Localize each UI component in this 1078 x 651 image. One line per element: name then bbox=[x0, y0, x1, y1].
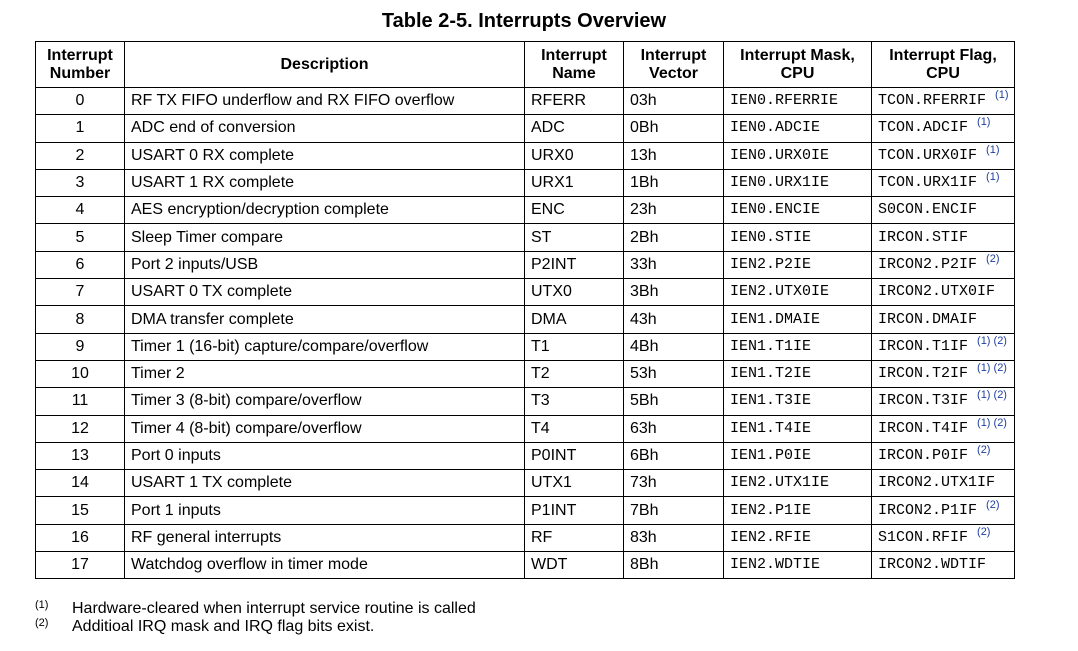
cell-interrupt-name: URX1 bbox=[525, 169, 624, 196]
cell-interrupt-number: 3 bbox=[36, 169, 125, 196]
flag-register: IRCON2.UTX1IF bbox=[878, 474, 996, 492]
flag-register: S0CON.ENCIF bbox=[878, 201, 978, 219]
cell-interrupt-mask: IEN1.P0IE bbox=[724, 442, 872, 469]
flag-register: IRCON.T3IF bbox=[878, 392, 969, 410]
cell-interrupt-number: 17 bbox=[36, 552, 125, 579]
cell-interrupt-flag bbox=[872, 388, 1015, 415]
cell-interrupt-number: 6 bbox=[36, 251, 125, 278]
footnote bbox=[35, 618, 476, 636]
cell-interrupt-name: T3 bbox=[525, 388, 624, 415]
cell-description: DMA transfer complete bbox=[125, 306, 525, 333]
table-row bbox=[36, 333, 1015, 360]
cell-interrupt-flag bbox=[872, 470, 1015, 497]
cell-interrupt-number: 0 bbox=[36, 88, 125, 115]
footnote bbox=[35, 600, 476, 618]
flag-register: IRCON.T2IF bbox=[878, 365, 969, 383]
cell-interrupt-number: 4 bbox=[36, 197, 125, 224]
table-row bbox=[36, 388, 1015, 415]
cell-interrupt-vector: 83h bbox=[624, 524, 724, 551]
table-body bbox=[36, 88, 1015, 579]
cell-interrupt-vector: 53h bbox=[624, 360, 724, 387]
cell-interrupt-flag bbox=[872, 333, 1015, 360]
cell-interrupt-vector: 6Bh bbox=[624, 442, 724, 469]
cell-interrupt-flag bbox=[872, 524, 1015, 551]
cell-interrupt-flag bbox=[872, 251, 1015, 278]
cell-interrupt-flag bbox=[872, 279, 1015, 306]
header-vector-line1: Interrupt bbox=[640, 46, 707, 64]
cell-interrupt-number: 14 bbox=[36, 470, 125, 497]
cell-description: Watchdog overflow in timer mode bbox=[125, 552, 525, 579]
footnote-reference[interactable]: (1) bbox=[986, 171, 1000, 184]
header-vector-line2: Vector bbox=[649, 64, 698, 82]
cell-interrupt-flag bbox=[872, 115, 1015, 142]
table-row bbox=[36, 115, 1015, 142]
flag-register: IRCON.T1IF bbox=[878, 337, 969, 355]
cell-interrupt-mask: IEN0.URX0IE bbox=[724, 142, 872, 169]
cell-interrupt-flag bbox=[872, 224, 1015, 251]
footnote-reference[interactable]: (2) bbox=[977, 444, 991, 456]
flag-register: IRCON.DMAIF bbox=[878, 310, 978, 328]
cell-interrupt-number: 2 bbox=[36, 142, 125, 169]
header-interrupt-vector bbox=[624, 42, 724, 88]
cell-interrupt-name: P2INT bbox=[525, 251, 624, 278]
table-row bbox=[36, 279, 1015, 306]
cell-interrupt-mask: IEN2.P2IE bbox=[724, 251, 872, 278]
cell-interrupt-number: 9 bbox=[36, 333, 125, 360]
cell-interrupt-name: ST bbox=[525, 224, 624, 251]
footnote-text: Additioal IRQ mask and IRQ flag bits exist. bbox=[72, 618, 375, 635]
footnote-mark: (1) bbox=[35, 599, 49, 611]
cell-interrupt-number: 7 bbox=[36, 279, 125, 306]
table-row bbox=[36, 524, 1015, 551]
cell-interrupt-flag bbox=[872, 552, 1015, 579]
cell-interrupt-name: URX0 bbox=[525, 142, 624, 169]
cell-interrupt-vector: 7Bh bbox=[624, 497, 724, 524]
cell-interrupt-vector: 5Bh bbox=[624, 388, 724, 415]
table-row bbox=[36, 88, 1015, 115]
footnote-reference[interactable]: (1) (2) bbox=[977, 416, 1007, 429]
cell-interrupt-mask: IEN1.T1IE bbox=[724, 333, 872, 360]
cell-interrupt-name: T4 bbox=[525, 415, 624, 442]
cell-interrupt-mask: IEN2.UTX0IE bbox=[724, 279, 872, 306]
cell-interrupt-number: 10 bbox=[36, 360, 125, 387]
table-row bbox=[36, 142, 1015, 169]
table-title: Table 2-5. Interrupts Overview bbox=[381, 10, 667, 32]
flag-register: TCON.ADCIF bbox=[878, 119, 969, 137]
cell-interrupt-flag bbox=[872, 360, 1015, 387]
cell-interrupt-vector: 13h bbox=[624, 142, 724, 169]
cell-interrupt-flag bbox=[872, 169, 1015, 196]
flag-register: IRCON.T4IF bbox=[878, 419, 969, 437]
cell-description: USART 0 TX complete bbox=[125, 279, 525, 306]
cell-description: RF TX FIFO underflow and RX FIFO overflow bbox=[125, 88, 525, 115]
cell-interrupt-mask: IEN1.DMAIE bbox=[724, 306, 872, 333]
cell-interrupt-name: ADC bbox=[525, 115, 624, 142]
cell-interrupt-mask: IEN1.T3IE bbox=[724, 388, 872, 415]
cell-description: Port 0 inputs bbox=[125, 442, 525, 469]
flag-register: S1CON.RFIF bbox=[878, 528, 969, 546]
flag-register: IRCON2.P2IF bbox=[878, 255, 978, 273]
footnote-reference[interactable]: (1) bbox=[986, 143, 1000, 156]
header-interrupt-mask bbox=[724, 42, 872, 88]
cell-interrupt-vector: 73h bbox=[624, 470, 724, 497]
cell-interrupt-vector: 33h bbox=[624, 251, 724, 278]
header-name-line1: Interrupt bbox=[541, 46, 607, 64]
table-row bbox=[36, 224, 1015, 251]
cell-interrupt-vector: 0Bh bbox=[624, 115, 724, 142]
table-row bbox=[36, 306, 1015, 333]
cell-interrupt-number: 12 bbox=[36, 415, 125, 442]
table-row bbox=[36, 251, 1015, 278]
footnote-reference[interactable]: (1) (2) bbox=[977, 334, 1007, 347]
cell-interrupt-name: RF bbox=[525, 524, 624, 551]
footnote-text: Hardware-cleared when interrupt service routine is called bbox=[72, 600, 476, 617]
header-interrupt-number bbox=[36, 42, 125, 88]
table-row bbox=[36, 360, 1015, 387]
cell-interrupt-name: T1 bbox=[525, 333, 624, 360]
cell-interrupt-mask: IEN1.T2IE bbox=[724, 360, 872, 387]
cell-interrupt-mask: IEN0.STIE bbox=[724, 224, 872, 251]
cell-description: USART 1 TX complete bbox=[125, 470, 525, 497]
cell-interrupt-name: UTX0 bbox=[525, 279, 624, 306]
table-row bbox=[36, 415, 1015, 442]
cell-description: Port 1 inputs bbox=[125, 497, 525, 524]
table-row bbox=[36, 552, 1015, 579]
table-row bbox=[36, 197, 1015, 224]
cell-description: AES encryption/decryption complete bbox=[125, 197, 525, 224]
flag-register: IRCON2.UTX0IF bbox=[878, 283, 996, 301]
cell-interrupt-flag bbox=[872, 415, 1015, 442]
cell-description: ADC end of conversion bbox=[125, 115, 525, 142]
cell-interrupt-number: 8 bbox=[36, 306, 125, 333]
footnote-reference[interactable]: (1) (2) bbox=[977, 389, 1007, 402]
table-row bbox=[36, 470, 1015, 497]
table-row bbox=[36, 169, 1015, 196]
cell-interrupt-mask: IEN2.UTX1IE bbox=[724, 470, 872, 497]
cell-interrupt-vector: 1Bh bbox=[624, 169, 724, 196]
footnote-mark: (2) bbox=[35, 617, 49, 629]
footnotes bbox=[35, 600, 476, 636]
cell-interrupt-number: 13 bbox=[36, 442, 125, 469]
cell-interrupt-name: ENC bbox=[525, 197, 624, 224]
footnote-reference[interactable]: (2) bbox=[986, 252, 1000, 265]
cell-description: USART 0 RX complete bbox=[125, 142, 525, 169]
footnote-reference[interactable]: (1) (2) bbox=[977, 362, 1007, 375]
cell-interrupt-mask: IEN0.URX1IE bbox=[724, 169, 872, 196]
flag-register: TCON.URX0IF bbox=[878, 146, 978, 164]
cell-description: Sleep Timer compare bbox=[125, 224, 525, 251]
cell-interrupt-mask: IEN2.P1IE bbox=[724, 497, 872, 524]
cell-interrupt-name: DMA bbox=[525, 306, 624, 333]
cell-interrupt-number: 1 bbox=[36, 115, 125, 142]
cell-interrupt-flag bbox=[872, 142, 1015, 169]
cell-interrupt-vector: 03h bbox=[624, 88, 724, 115]
header-row bbox=[36, 42, 1015, 88]
cell-description: Timer 3 (8-bit) compare/overflow bbox=[125, 388, 525, 415]
cell-description: Timer 4 (8-bit) compare/overflow bbox=[125, 415, 525, 442]
interrupts-table bbox=[35, 41, 1015, 579]
cell-interrupt-vector: 63h bbox=[624, 415, 724, 442]
footnote-reference[interactable]: (2) bbox=[986, 498, 1000, 511]
cell-interrupt-name: RFERR bbox=[525, 88, 624, 115]
header-mask-line1: Interrupt Mask, bbox=[740, 46, 855, 64]
cell-interrupt-name: P0INT bbox=[525, 442, 624, 469]
cell-interrupt-number: 16 bbox=[36, 524, 125, 551]
cell-interrupt-vector: 2Bh bbox=[624, 224, 724, 251]
header-description: Description bbox=[125, 42, 525, 88]
cell-interrupt-name: P1INT bbox=[525, 497, 624, 524]
cell-interrupt-name: UTX1 bbox=[525, 470, 624, 497]
footnote-reference[interactable]: (1) bbox=[977, 116, 991, 129]
flag-register: IRCON.STIF bbox=[878, 228, 969, 246]
footnote-reference[interactable]: (1) bbox=[995, 89, 1009, 102]
cell-interrupt-vector: 4Bh bbox=[624, 333, 724, 360]
table-row bbox=[36, 442, 1015, 469]
table-row bbox=[36, 497, 1015, 524]
cell-interrupt-mask: IEN1.T4IE bbox=[724, 415, 872, 442]
header-number-line1: Interrupt bbox=[47, 46, 113, 64]
cell-interrupt-mask: IEN0.ENCIE bbox=[724, 197, 872, 224]
cell-interrupt-number: 15 bbox=[36, 497, 125, 524]
cell-interrupt-name: WDT bbox=[525, 552, 624, 579]
header-number-line2: Number bbox=[49, 64, 111, 82]
cell-description: Timer 2 bbox=[125, 360, 525, 387]
flag-register: IRCON.P0IF bbox=[878, 447, 969, 464]
cell-interrupt-vector: 43h bbox=[624, 306, 724, 333]
footnote-reference[interactable]: (2) bbox=[977, 525, 991, 538]
cell-interrupt-flag bbox=[872, 442, 1015, 469]
cell-interrupt-flag bbox=[872, 197, 1015, 224]
cell-interrupt-name: T2 bbox=[525, 360, 624, 387]
cell-interrupt-mask: IEN2.WDTIE bbox=[724, 552, 872, 579]
flag-register: IRCON2.WDTIF bbox=[878, 556, 987, 574]
header-interrupt-name bbox=[525, 42, 624, 88]
cell-interrupt-flag bbox=[872, 88, 1015, 115]
cell-description: USART 1 RX complete bbox=[125, 169, 525, 196]
cell-interrupt-vector: 8Bh bbox=[624, 552, 724, 579]
cell-interrupt-vector: 3Bh bbox=[624, 279, 724, 306]
cell-interrupt-mask: IEN0.RFERRIE bbox=[724, 88, 872, 115]
flag-register: IRCON2.P1IF bbox=[878, 501, 978, 519]
cell-interrupt-mask: IEN0.ADCIE bbox=[724, 115, 872, 142]
cell-interrupt-number: 5 bbox=[36, 224, 125, 251]
cell-description: RF general interrupts bbox=[125, 524, 525, 551]
cell-interrupt-vector: 23h bbox=[624, 197, 724, 224]
cell-interrupt-mask: IEN2.RFIE bbox=[724, 524, 872, 551]
flag-register: TCON.RFERRIF bbox=[878, 92, 987, 110]
flag-register: TCON.URX1IF bbox=[878, 174, 978, 192]
cell-interrupt-number: 11 bbox=[36, 388, 125, 415]
cell-description: Port 2 inputs/USB bbox=[125, 251, 525, 278]
cell-description: Timer 1 (16-bit) capture/compare/overflow bbox=[125, 333, 525, 360]
header-name-line2: Name bbox=[552, 64, 596, 82]
cell-interrupt-flag bbox=[872, 497, 1015, 524]
header-interrupt-flag: Interrupt Flag, CPU bbox=[872, 42, 1015, 88]
header-mask-line2: CPU bbox=[780, 64, 815, 82]
cell-interrupt-flag bbox=[872, 306, 1015, 333]
